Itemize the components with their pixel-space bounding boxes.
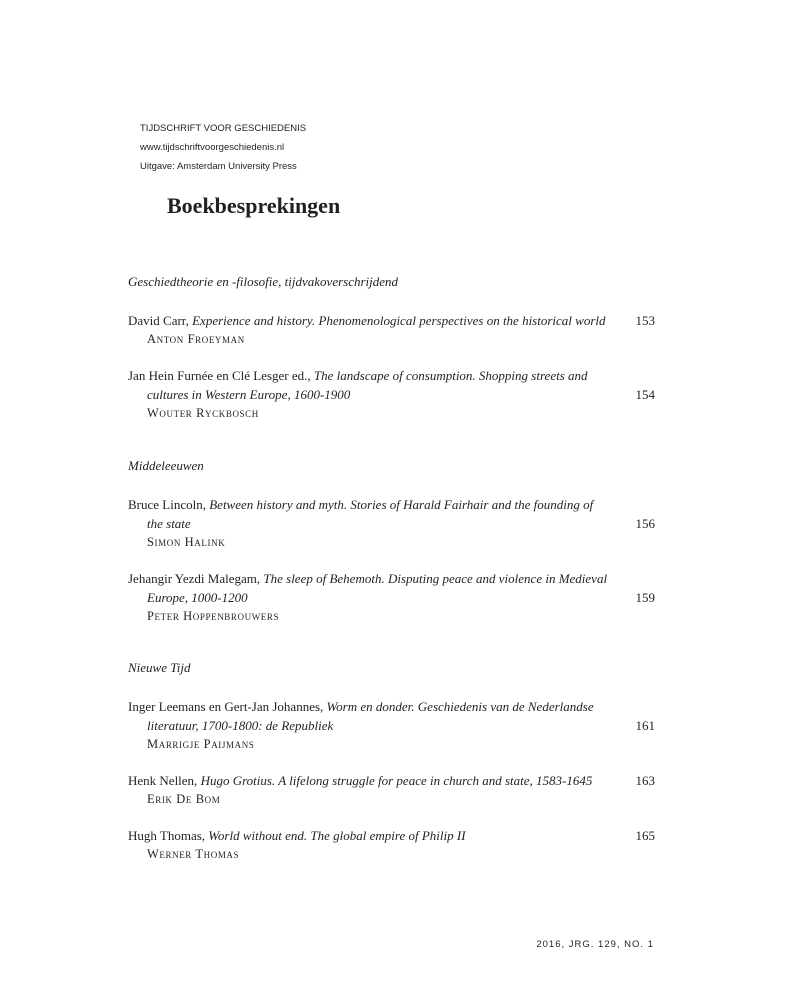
entry-title-continued: literatuur, 1700-1800: de Republiek <box>147 718 334 733</box>
journal-name: TIJDSCHRIFT VOOR GESCHIEDENIS <box>140 123 307 134</box>
entry-author: Henk Nellen, <box>128 773 201 788</box>
entry-reviewer: Wouter Ryckbosch <box>147 406 259 420</box>
entry-line <box>128 697 655 716</box>
entry-line-continued <box>128 514 655 533</box>
entry-reviewer: Simon Halink <box>147 535 226 549</box>
entry-reviewer: Anton Froeyman <box>147 332 245 346</box>
publisher-line: Uitgave: Amsterdam University Press <box>140 161 297 172</box>
entry-title: Worm en donder. Geschiedenis van de Nederlandse <box>326 699 594 714</box>
entry-line-continued <box>128 716 655 735</box>
entry-page-number: 161 <box>635 718 655 733</box>
entry-reviewer: Marrigje Paijmans <box>147 737 255 751</box>
entry-title-continued: Europe, 1000-1200 <box>147 590 248 605</box>
entry-page-number: 163 <box>635 773 655 788</box>
entry-line <box>128 771 655 790</box>
entry-author: Bruce Lincoln, <box>128 497 210 512</box>
entry-line <box>128 311 655 330</box>
entry-author: Hugh Thomas, <box>128 828 209 843</box>
entry-author: David Carr, <box>128 313 193 328</box>
entry-title: The landscape of consumption. Shopping streets and <box>313 368 588 383</box>
entry-author: Inger Leemans en Gert-Jan Johannes, <box>128 699 327 714</box>
entry-title: Experience and history. Phenomenological perspectives on the historical world <box>192 313 606 328</box>
section-heading: Middeleeuwen <box>128 458 204 473</box>
entry-reviewer: Peter Hoppenbrouwers <box>147 609 280 623</box>
entry-author: Jehangir Yezdi Malegam, <box>128 571 264 586</box>
page-title: Boekbesprekingen <box>167 193 341 218</box>
entry-line <box>128 495 655 514</box>
entry-page-number: 156 <box>635 516 655 531</box>
entry-line-continued <box>128 588 655 607</box>
section-heading: Nieuwe Tijd <box>128 660 191 675</box>
entry-title: Between history and myth. Stories of Harald Fairhair and the founding of <box>209 497 594 512</box>
entry-page-number: 159 <box>635 590 655 605</box>
toc-entry <box>128 366 655 422</box>
issue-footer: 2016, JRG. 129, NO. 1 <box>536 939 654 950</box>
entry-page-number: 153 <box>635 313 655 328</box>
entry-reviewer: Erik De Bom <box>147 792 221 806</box>
entry-reviewer: Werner Thomas <box>147 847 240 861</box>
entry-title: Hugo Grotius. A lifelong struggle for peace in church and state, 1583-1645 <box>200 773 593 788</box>
entry-line <box>128 826 655 845</box>
entry-title-continued: the state <box>147 516 191 531</box>
entry-line <box>128 569 655 588</box>
toc-entry <box>128 697 655 753</box>
toc-entry <box>128 311 655 348</box>
entry-title-continued: cultures in Western Europe, 1600-1900 <box>147 387 351 402</box>
entry-line <box>128 366 655 385</box>
toc-entry <box>128 569 655 625</box>
entry-title: World without end. The global empire of Philip II <box>208 828 466 843</box>
entry-page-number: 154 <box>635 387 655 402</box>
toc-entry <box>128 826 655 863</box>
masthead <box>140 119 306 176</box>
journal-website: www.tijdschriftvoorgeschiedenis.nl <box>140 142 285 153</box>
toc-entry <box>128 495 655 551</box>
entry-author: Jan Hein Furnée en Clé Lesger ed., <box>128 368 314 383</box>
toc-entry <box>128 771 655 808</box>
section-heading: Geschiedtheorie en -filosofie, tijdvakoverschrijdend <box>128 274 399 289</box>
entry-page-number: 165 <box>635 828 655 843</box>
entry-line-continued <box>128 385 655 404</box>
entry-title: The sleep of Behemoth. Disputing peace and violence in Medieval <box>263 571 608 586</box>
